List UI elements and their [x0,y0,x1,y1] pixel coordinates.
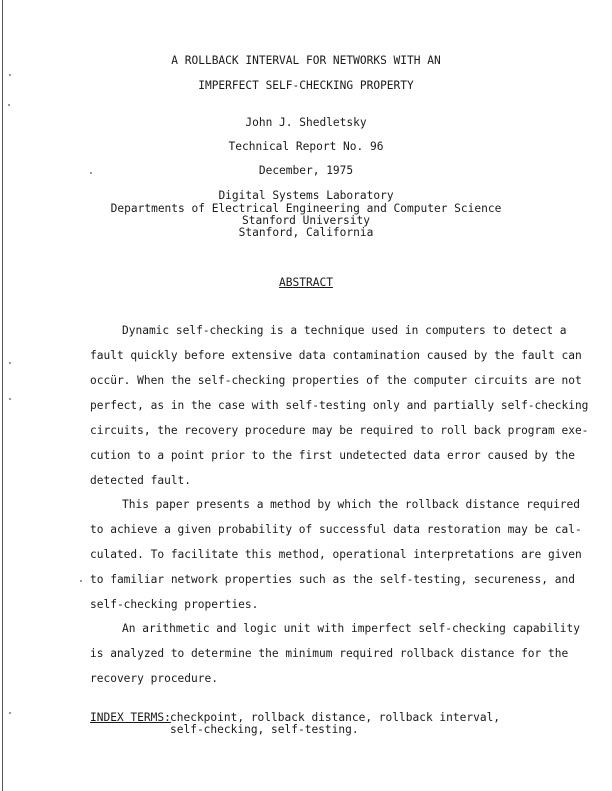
departments: Departments of Electrical Engineering and Computer Science [110,202,502,215]
scan-speck [9,712,11,714]
abstract-p3-line-2: is analyzed to determine the minimum required rollback distance for the [90,647,569,660]
index-terms-line-2: self-checking, self-testing. [170,723,359,736]
scan-speck [8,104,10,106]
abstract-p2-line-3: culated. To facilitate this method, operational interpretations are given [90,548,582,561]
report-number: Technical Report No. 96 [228,140,384,153]
abstract-p1-line-4: perfect, as in the case with self-testing only and partially self-checking [90,399,589,412]
university: Stanford University [242,214,370,227]
scan-speck [80,580,82,582]
abstract-p2-line-5: self-checking properties. [90,598,259,611]
title-line-2: IMPERFECT SELF-CHECKING PROPERTY [198,79,414,92]
index-terms-label: INDEX TERMS: [90,711,171,724]
abstract-p2-line-2: to achieve a given probability of successful data restoration may be cal- [90,523,582,536]
abstract-heading [0,276,612,290]
scan-speck [9,362,11,364]
abstract-p2-line-1: This paper presents a method by which the rollback distance required [122,498,581,511]
scan-speck [9,74,11,76]
scan-speck [90,172,92,174]
abstract-p1-line-7: detected fault. [90,474,192,487]
title-line-1: A ROLLBACK INTERVAL FOR NETWORKS WITH AN [171,54,441,67]
index-terms-line-1: checkpoint, rollback distance, rollback interval, [170,711,501,724]
abstract-p1-line-3: occür. When the self-checking properties of the computer circuits are not [90,374,582,387]
location: Stanford, California [238,226,374,239]
abstract-p3-line-1: An arithmetic and logic unit with imperfect self-checking capability [122,622,581,635]
scan-speck [9,398,11,400]
abstract-p3-line-3: recovery procedure. [90,672,218,685]
abstract-p1-line-5: circuits, the recovery procedure may be required to roll back program exe- [90,424,589,437]
lab-name: Digital Systems Laboratory [218,189,394,202]
abstract-p1-line-6: cution to a point prior to the first undetected data error caused by the [90,449,575,462]
abstract-p2-line-4: to familiar network properties such as the self-testing, secureness, and [90,573,575,586]
author: John J. Shedletsky [245,116,367,129]
abstract-p1-line-2: fault quickly before extensive data contamination caused by the fault can [90,349,582,362]
abstract-heading-text: ABSTRACT [279,276,333,289]
report-date: December, 1975 [258,164,354,177]
abstract-p1-line-1: Dynamic self-checking is a technique used in computers to detect a [122,324,567,337]
